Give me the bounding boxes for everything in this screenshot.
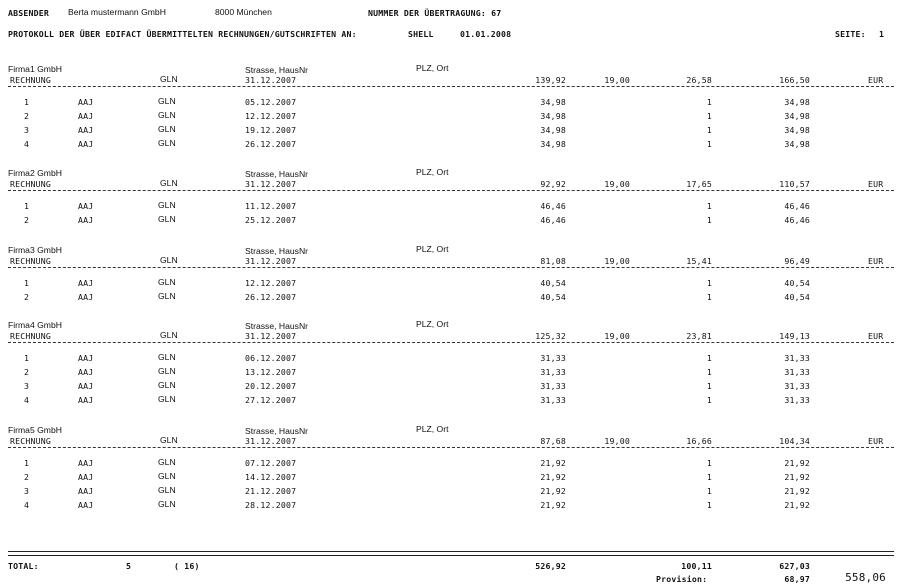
- line-total: 21,92: [784, 472, 810, 482]
- company-street: Strasse, HausNr: [245, 65, 309, 75]
- line-gln: GLN: [158, 124, 176, 134]
- line-quantity: 1: [706, 215, 712, 225]
- company-street: Strasse, HausNr: [245, 169, 309, 179]
- document-type: RECHNUNG: [10, 331, 52, 341]
- line-date: 26.12.2007: [245, 292, 297, 302]
- line-gln: GLN: [158, 457, 176, 467]
- line-amount: 46,46: [540, 201, 566, 211]
- company-name: Firma5 GmbH: [8, 425, 62, 435]
- line-total: 21,92: [784, 500, 810, 510]
- invoice-netto: 87,68: [540, 436, 566, 446]
- total-netto: 526,92: [535, 561, 566, 571]
- line-qualifier: AAJ: [78, 111, 94, 121]
- invoice-currency: EUR: [868, 256, 884, 266]
- line-total: 34,98: [784, 111, 810, 121]
- invoice-netto: 139,92: [535, 75, 566, 85]
- absender-name: Berta mustermann GmbH: [68, 7, 166, 17]
- invoice-currency: EUR: [868, 179, 884, 189]
- company-name: Firma2 GmbH: [8, 168, 62, 178]
- line-gln: GLN: [158, 352, 176, 362]
- line-quantity: 1: [706, 381, 712, 391]
- page-number: 1: [879, 29, 885, 39]
- line-total: 34,98: [784, 139, 810, 149]
- line-total: 34,98: [784, 97, 810, 107]
- line-date: 27.12.2007: [245, 395, 297, 405]
- line-total: 46,46: [784, 215, 810, 225]
- line-qualifier: AAJ: [78, 201, 94, 211]
- line-number: 4: [24, 500, 30, 510]
- line-number: 1: [24, 97, 30, 107]
- company-city: PLZ, Ort: [416, 167, 449, 177]
- gln-label: GLN: [160, 74, 178, 84]
- line-quantity: 1: [706, 139, 712, 149]
- line-amount: 34,98: [540, 139, 566, 149]
- line-number: 1: [24, 201, 30, 211]
- line-qualifier: AAJ: [78, 139, 94, 149]
- company-name: Firma3 GmbH: [8, 245, 62, 255]
- line-amount: 21,92: [540, 500, 566, 510]
- line-qualifier: AAJ: [78, 353, 94, 363]
- line-gln: GLN: [158, 471, 176, 481]
- line-amount: 34,98: [540, 111, 566, 121]
- line-number: 2: [24, 367, 30, 377]
- line-number: 4: [24, 395, 30, 405]
- line-qualifier: AAJ: [78, 458, 94, 468]
- gln-label: GLN: [160, 178, 178, 188]
- protocol-date: 01.01.2008: [460, 29, 512, 39]
- line-total: 31,33: [784, 367, 810, 377]
- company-city: PLZ, Ort: [416, 63, 449, 73]
- page-label: SEITE:: [835, 29, 866, 39]
- line-date: 05.12.2007: [245, 97, 297, 107]
- absender-city: 8000 München: [215, 7, 272, 17]
- line-qualifier: AAJ: [78, 486, 94, 496]
- line-number: 2: [24, 111, 30, 121]
- block-divider: [8, 267, 894, 268]
- invoice-vat-rate: 19,00: [604, 331, 630, 341]
- invoice-netto: 92,92: [540, 179, 566, 189]
- line-qualifier: AAJ: [78, 97, 94, 107]
- line-date: 20.12.2007: [245, 381, 297, 391]
- line-amount: 31,33: [540, 395, 566, 405]
- line-number: 1: [24, 353, 30, 363]
- invoice-tax: 26,58: [686, 75, 712, 85]
- line-date: 26.12.2007: [245, 139, 297, 149]
- line-quantity: 1: [706, 125, 712, 135]
- line-amount: 21,92: [540, 472, 566, 482]
- invoice-tax: 17,65: [686, 179, 712, 189]
- block-divider: [8, 86, 894, 87]
- total-tax: 100,11: [681, 561, 712, 571]
- block-divider: [8, 190, 894, 191]
- line-amount: 34,98: [540, 97, 566, 107]
- invoice-date: 31.12.2007: [245, 331, 297, 341]
- line-amount: 31,33: [540, 381, 566, 391]
- line-number: 3: [24, 486, 30, 496]
- invoice-brutto: 166,50: [779, 75, 810, 85]
- line-gln: GLN: [158, 96, 176, 106]
- line-quantity: 1: [706, 97, 712, 107]
- total-brutto: 627,03: [779, 561, 810, 571]
- invoice-date: 31.12.2007: [245, 256, 297, 266]
- line-gln: GLN: [158, 366, 176, 376]
- line-date: 12.12.2007: [245, 111, 297, 121]
- company-name: Firma1 GmbH: [8, 64, 62, 74]
- company-city: PLZ, Ort: [416, 244, 449, 254]
- line-quantity: 1: [706, 111, 712, 121]
- line-date: 14.12.2007: [245, 472, 297, 482]
- total-divider: [8, 551, 894, 556]
- block-divider: [8, 342, 894, 343]
- line-gln: GLN: [158, 380, 176, 390]
- line-qualifier: AAJ: [78, 395, 94, 405]
- line-qualifier: AAJ: [78, 500, 94, 510]
- line-total: 40,54: [784, 292, 810, 302]
- transmission-number: NUMMER DER ÜBERTRAGUNG: 67: [368, 8, 502, 18]
- line-quantity: 1: [706, 486, 712, 496]
- line-total: 40,54: [784, 278, 810, 288]
- line-quantity: 1: [706, 292, 712, 302]
- total-invoice-count: 5: [126, 561, 132, 571]
- line-total: 21,92: [784, 486, 810, 496]
- line-qualifier: AAJ: [78, 215, 94, 225]
- line-total: 31,33: [784, 353, 810, 363]
- line-quantity: 1: [706, 278, 712, 288]
- line-quantity: 1: [706, 367, 712, 377]
- line-date: 19.12.2007: [245, 125, 297, 135]
- invoice-currency: EUR: [868, 436, 884, 446]
- line-quantity: 1: [706, 201, 712, 211]
- line-number: 1: [24, 278, 30, 288]
- line-date: 06.12.2007: [245, 353, 297, 363]
- line-number: 4: [24, 139, 30, 149]
- line-number: 2: [24, 292, 30, 302]
- company-city: PLZ, Ort: [416, 319, 449, 329]
- company-name: Firma4 GmbH: [8, 320, 62, 330]
- document-type: RECHNUNG: [10, 75, 52, 85]
- protocol-title: PROTOKOLL DER ÜBER EDIFACT ÜBERMITTELTEN RECHNUNGEN/GUTSCHRIFTEN AN:: [8, 29, 357, 39]
- document-type: RECHNUNG: [10, 179, 52, 189]
- line-qualifier: AAJ: [78, 367, 94, 377]
- line-qualifier: AAJ: [78, 278, 94, 288]
- line-total: 31,33: [784, 395, 810, 405]
- line-gln: GLN: [158, 291, 176, 301]
- line-gln: GLN: [158, 214, 176, 224]
- line-qualifier: AAJ: [78, 381, 94, 391]
- line-gln: GLN: [158, 499, 176, 509]
- line-amount: 40,54: [540, 278, 566, 288]
- line-number: 1: [24, 458, 30, 468]
- line-date: 11.12.2007: [245, 201, 297, 211]
- line-amount: 40,54: [540, 292, 566, 302]
- line-date: 13.12.2007: [245, 367, 297, 377]
- line-date: 21.12.2007: [245, 486, 297, 496]
- recipient: SHELL: [408, 29, 434, 39]
- line-quantity: 1: [706, 472, 712, 482]
- line-gln: GLN: [158, 394, 176, 404]
- line-amount: 31,33: [540, 353, 566, 363]
- block-divider: [8, 447, 894, 448]
- total-row-count: ( 16): [174, 561, 200, 571]
- invoice-netto: 125,32: [535, 331, 566, 341]
- invoice-date: 31.12.2007: [245, 179, 297, 189]
- company-city: PLZ, Ort: [416, 424, 449, 434]
- invoice-vat-rate: 19,00: [604, 75, 630, 85]
- line-number: 3: [24, 125, 30, 135]
- line-quantity: 1: [706, 500, 712, 510]
- gln-label: GLN: [160, 435, 178, 445]
- line-total: 21,92: [784, 458, 810, 468]
- line-quantity: 1: [706, 353, 712, 363]
- invoice-vat-rate: 19,00: [604, 436, 630, 446]
- line-gln: GLN: [158, 110, 176, 120]
- invoice-tax: 23,81: [686, 331, 712, 341]
- gln-label: GLN: [160, 330, 178, 340]
- gln-label: GLN: [160, 255, 178, 265]
- invoice-currency: EUR: [868, 331, 884, 341]
- line-amount: 34,98: [540, 125, 566, 135]
- line-number: 3: [24, 381, 30, 391]
- line-total: 34,98: [784, 125, 810, 135]
- line-amount: 21,92: [540, 458, 566, 468]
- line-qualifier: AAJ: [78, 292, 94, 302]
- invoice-brutto: 110,57: [779, 179, 810, 189]
- line-qualifier: AAJ: [78, 125, 94, 135]
- line-number: 2: [24, 472, 30, 482]
- line-qualifier: AAJ: [78, 472, 94, 482]
- invoice-date: 31.12.2007: [245, 436, 297, 446]
- line-gln: GLN: [158, 277, 176, 287]
- absender-label: ABSENDER: [8, 8, 50, 18]
- line-date: 12.12.2007: [245, 278, 297, 288]
- invoice-tax: 15,41: [686, 256, 712, 266]
- line-date: 25.12.2007: [245, 215, 297, 225]
- invoice-netto: 81,08: [540, 256, 566, 266]
- invoice-brutto: 96,49: [784, 256, 810, 266]
- document-type: RECHNUNG: [10, 256, 52, 266]
- final-amount: 558,06: [845, 571, 886, 584]
- company-street: Strasse, HausNr: [245, 321, 309, 331]
- line-quantity: 1: [706, 395, 712, 405]
- line-date: 28.12.2007: [245, 500, 297, 510]
- line-number: 2: [24, 215, 30, 225]
- line-date: 07.12.2007: [245, 458, 297, 468]
- invoice-date: 31.12.2007: [245, 75, 297, 85]
- line-gln: GLN: [158, 485, 176, 495]
- invoice-vat-rate: 19,00: [604, 256, 630, 266]
- document-type: RECHNUNG: [10, 436, 52, 446]
- invoice-brutto: 149,13: [779, 331, 810, 341]
- invoice-currency: EUR: [868, 75, 884, 85]
- line-total: 46,46: [784, 201, 810, 211]
- line-quantity: 1: [706, 458, 712, 468]
- line-gln: GLN: [158, 138, 176, 148]
- total-label: TOTAL:: [8, 561, 39, 571]
- line-amount: 31,33: [540, 367, 566, 377]
- invoice-brutto: 104,34: [779, 436, 810, 446]
- line-amount: 46,46: [540, 215, 566, 225]
- company-street: Strasse, HausNr: [245, 426, 309, 436]
- invoice-tax: 16,66: [686, 436, 712, 446]
- line-amount: 21,92: [540, 486, 566, 496]
- company-street: Strasse, HausNr: [245, 246, 309, 256]
- line-gln: GLN: [158, 200, 176, 210]
- invoice-vat-rate: 19,00: [604, 179, 630, 189]
- provision-value: 68,97: [784, 574, 810, 584]
- line-total: 31,33: [784, 381, 810, 391]
- provision-label: Provision:: [656, 574, 708, 584]
